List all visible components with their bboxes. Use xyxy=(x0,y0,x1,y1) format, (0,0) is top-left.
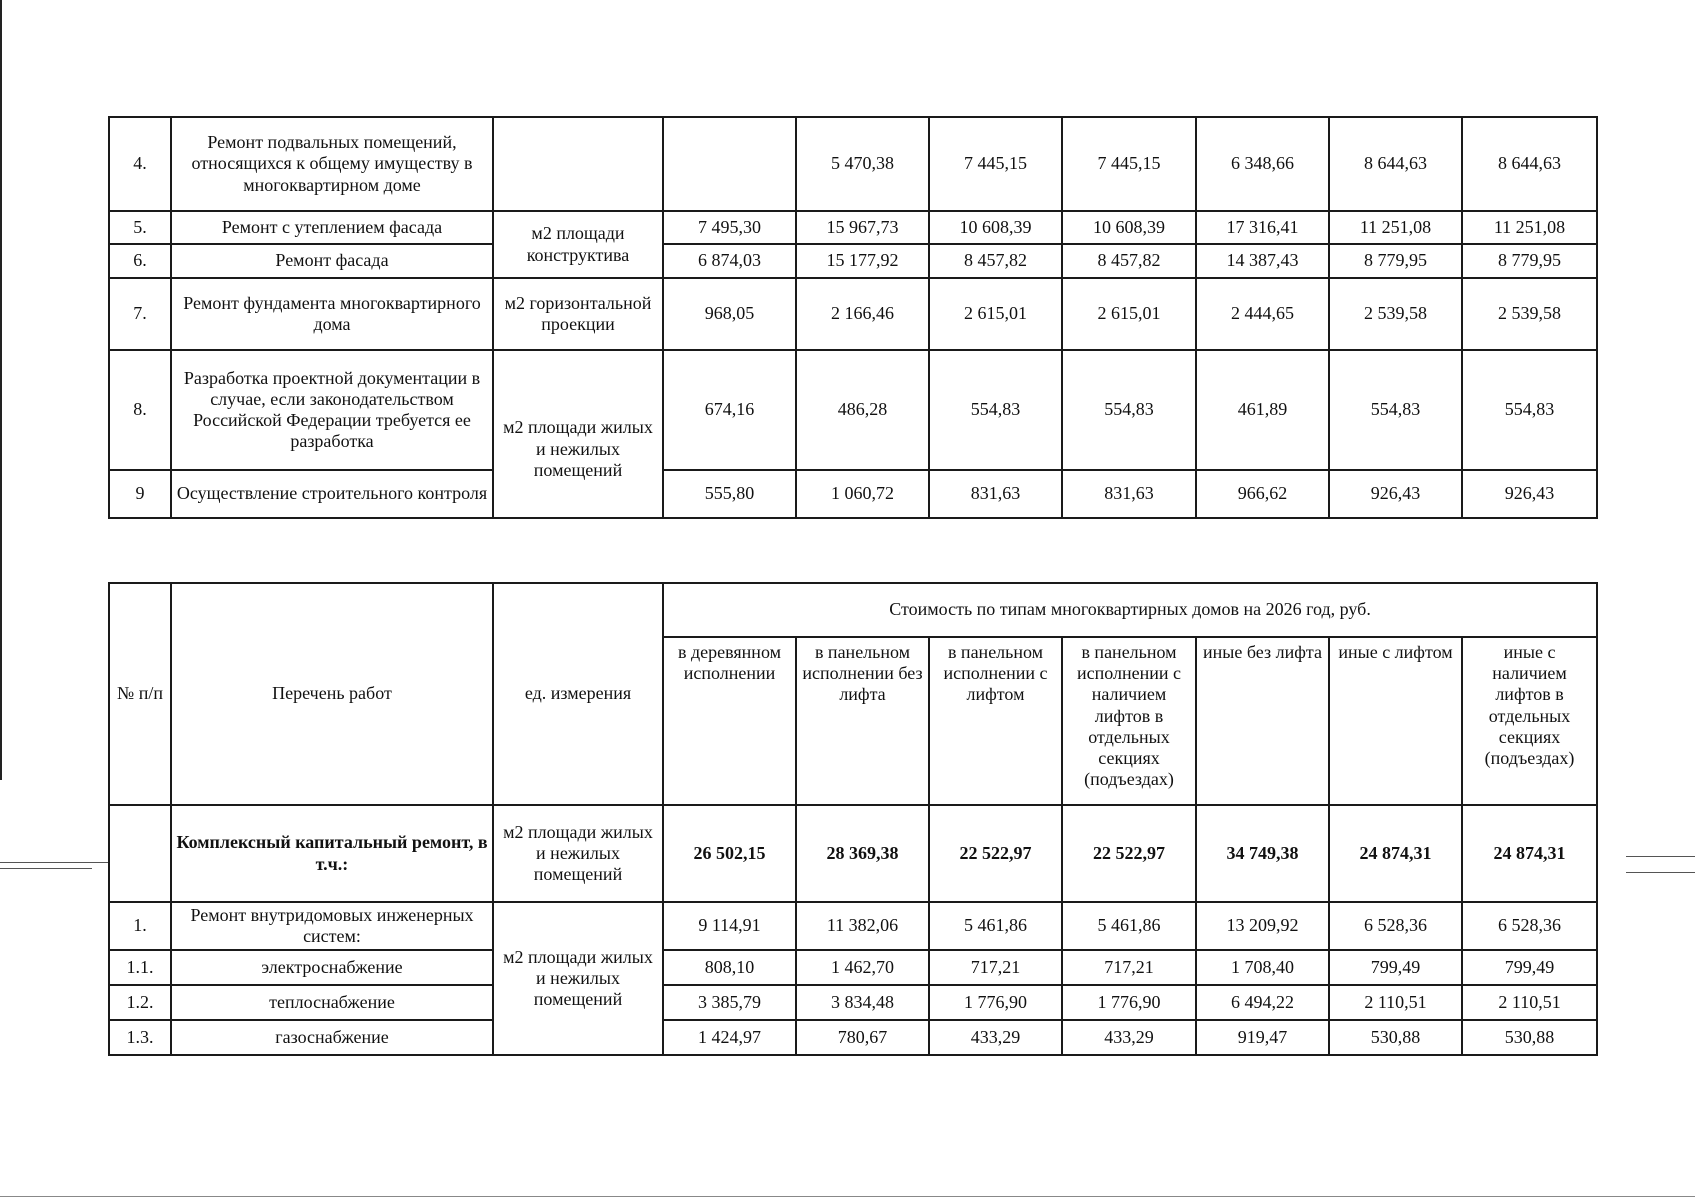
scan-mark-right xyxy=(1626,856,1695,857)
scan-mark-left xyxy=(0,862,108,863)
work-name: газоснабжение xyxy=(171,1020,493,1055)
value-cell: 2 110,51 xyxy=(1329,985,1462,1020)
value-cell: 831,63 xyxy=(929,470,1062,518)
cost-table-continued xyxy=(108,116,1598,519)
value-cell: 7 445,15 xyxy=(929,117,1062,211)
scan-mark-bottom xyxy=(0,1196,1695,1197)
value-cell: 1 060,72 xyxy=(796,470,929,518)
work-name: Ремонт внутридомовых инженерных систем: xyxy=(171,902,493,950)
table-row xyxy=(109,211,1597,244)
unit-cell: м2 площади жилых и нежилых помещений xyxy=(493,902,663,1055)
value-cell: 7 445,15 xyxy=(1062,117,1196,211)
value-cell: 6 528,36 xyxy=(1462,902,1597,950)
unit-cell: м2 площади жилых и нежилых помещений xyxy=(493,350,663,518)
value-cell: 8 644,63 xyxy=(1329,117,1462,211)
value-cell: 555,80 xyxy=(663,470,796,518)
value-cell: 5 461,86 xyxy=(1062,902,1196,950)
value-cell: 14 387,43 xyxy=(1196,244,1329,278)
value-cell: 28 369,38 xyxy=(796,805,929,902)
value-cell: 799,49 xyxy=(1329,950,1462,985)
value-cell: 5 470,38 xyxy=(796,117,929,211)
table-row xyxy=(109,350,1597,470)
row-number: 1.2. xyxy=(109,985,171,1020)
work-name: Ремонт с утеплением фасада xyxy=(171,211,493,244)
value-cell: 2 539,58 xyxy=(1462,278,1597,350)
value-cell: 831,63 xyxy=(1062,470,1196,518)
value-cell: 1 708,40 xyxy=(1196,950,1329,985)
scan-mark-right-2 xyxy=(1626,872,1695,873)
header-type: иные с наличием лифтов в отдельных секциях (подъездах) xyxy=(1462,637,1597,805)
header-type: в панельном исполнении без лифта xyxy=(796,637,929,805)
row-number: 5. xyxy=(109,211,171,244)
work-name: Ремонт фасада xyxy=(171,244,493,278)
value-cell: 968,05 xyxy=(663,278,796,350)
row-number: 4. xyxy=(109,117,171,211)
value-cell: 8 457,82 xyxy=(929,244,1062,278)
value-cell: 6 874,03 xyxy=(663,244,796,278)
table-row xyxy=(109,278,1597,350)
work-name: Осуществление строительного контроля xyxy=(171,470,493,518)
cost-table-2026 xyxy=(108,582,1598,1056)
value-cell: 2 615,01 xyxy=(1062,278,1196,350)
header-row xyxy=(109,583,1597,637)
value-cell: 554,83 xyxy=(1329,350,1462,470)
scan-left-edge xyxy=(0,0,2,780)
value-cell: 17 316,41 xyxy=(1196,211,1329,244)
value-cell: 717,21 xyxy=(1062,950,1196,985)
value-cell: 24 874,31 xyxy=(1329,805,1462,902)
value-cell: 2 444,65 xyxy=(1196,278,1329,350)
value-cell: 674,16 xyxy=(663,350,796,470)
value-cell: 6 528,36 xyxy=(1329,902,1462,950)
value-cell: 1 776,90 xyxy=(1062,985,1196,1020)
value-cell: 3 834,48 xyxy=(796,985,929,1020)
value-cell: 8 457,82 xyxy=(1062,244,1196,278)
row-number: 8. xyxy=(109,350,171,470)
row-number: 1. xyxy=(109,902,171,950)
work-name: электроснабжение xyxy=(171,950,493,985)
value-cell xyxy=(663,117,796,211)
header-type: в панельном исполнении с наличием лифтов в отдельных секциях (подъездах) xyxy=(1062,637,1196,805)
table-row xyxy=(109,470,1597,518)
value-cell: 24 874,31 xyxy=(1462,805,1597,902)
table-row xyxy=(109,950,1597,985)
value-cell: 8 779,95 xyxy=(1462,244,1597,278)
header-type: в панельном исполнении с лифтом xyxy=(929,637,1062,805)
value-cell: 926,43 xyxy=(1329,470,1462,518)
total-row xyxy=(109,805,1597,902)
row-number xyxy=(109,805,171,902)
value-cell: 1 776,90 xyxy=(929,985,1062,1020)
value-cell: 554,83 xyxy=(1462,350,1597,470)
value-cell: 6 494,22 xyxy=(1196,985,1329,1020)
unit-cell: м2 площади конструктива xyxy=(493,211,663,278)
value-cell: 11 251,08 xyxy=(1462,211,1597,244)
value-cell: 919,47 xyxy=(1196,1020,1329,1055)
scan-mark-left-2 xyxy=(0,868,92,869)
row-number: 7. xyxy=(109,278,171,350)
table-row xyxy=(109,1020,1597,1055)
value-cell: 1 462,70 xyxy=(796,950,929,985)
value-cell: 926,43 xyxy=(1462,470,1597,518)
header-type: иные с лифтом xyxy=(1329,637,1462,805)
work-name: Комплексный капитальный ремонт, в т.ч.: xyxy=(171,805,493,902)
table-row xyxy=(109,244,1597,278)
value-cell: 1 424,97 xyxy=(663,1020,796,1055)
value-cell: 13 209,92 xyxy=(1196,902,1329,950)
value-cell: 486,28 xyxy=(796,350,929,470)
value-cell: 6 348,66 xyxy=(1196,117,1329,211)
value-cell: 15 967,73 xyxy=(796,211,929,244)
row-number: 6. xyxy=(109,244,171,278)
value-cell: 433,29 xyxy=(1062,1020,1196,1055)
value-cell: 717,21 xyxy=(929,950,1062,985)
value-cell: 26 502,15 xyxy=(663,805,796,902)
unit-cell: м2 горизонтальной проекции xyxy=(493,278,663,350)
value-cell: 808,10 xyxy=(663,950,796,985)
value-cell: 8 644,63 xyxy=(1462,117,1597,211)
value-cell: 2 166,46 xyxy=(796,278,929,350)
value-cell: 5 461,86 xyxy=(929,902,1062,950)
table-row xyxy=(109,985,1597,1020)
row-number: 1.1. xyxy=(109,950,171,985)
value-cell: 780,67 xyxy=(796,1020,929,1055)
work-name: теплоснабжение xyxy=(171,985,493,1020)
value-cell: 10 608,39 xyxy=(1062,211,1196,244)
value-cell: 34 749,38 xyxy=(1196,805,1329,902)
value-cell: 554,83 xyxy=(1062,350,1196,470)
work-name: Ремонт подвальных помещений, относящихся к общему имуществу в многоквартирном доме xyxy=(171,117,493,211)
unit-cell xyxy=(493,117,663,211)
value-cell: 2 110,51 xyxy=(1462,985,1597,1020)
header-cost-title: Стоимость по типам многоквартирных домов на 2026 год, руб. xyxy=(663,583,1597,637)
table-row xyxy=(109,117,1597,211)
value-cell: 10 608,39 xyxy=(929,211,1062,244)
value-cell: 7 495,30 xyxy=(663,211,796,244)
value-cell: 3 385,79 xyxy=(663,985,796,1020)
value-cell: 433,29 xyxy=(929,1020,1062,1055)
value-cell: 554,83 xyxy=(929,350,1062,470)
value-cell: 2 615,01 xyxy=(929,278,1062,350)
value-cell: 799,49 xyxy=(1462,950,1597,985)
header-works: Перечень работ xyxy=(171,583,493,805)
value-cell: 966,62 xyxy=(1196,470,1329,518)
value-cell: 8 779,95 xyxy=(1329,244,1462,278)
header-type: в деревянном исполнении xyxy=(663,637,796,805)
value-cell: 22 522,97 xyxy=(1062,805,1196,902)
value-cell: 15 177,92 xyxy=(796,244,929,278)
header-type: иные без лифта xyxy=(1196,637,1329,805)
value-cell: 530,88 xyxy=(1329,1020,1462,1055)
unit-cell: м2 площади жилых и нежилых помещений xyxy=(493,805,663,902)
value-cell: 11 382,06 xyxy=(796,902,929,950)
work-name: Разработка проектной документации в случае, если законодательством Российской Федерации требуется ее разработка xyxy=(171,350,493,470)
value-cell: 22 522,97 xyxy=(929,805,1062,902)
value-cell: 9 114,91 xyxy=(663,902,796,950)
value-cell: 11 251,08 xyxy=(1329,211,1462,244)
value-cell: 2 539,58 xyxy=(1329,278,1462,350)
header-num: № п/п xyxy=(109,583,171,805)
header-unit: ед. измерения xyxy=(493,583,663,805)
table-row xyxy=(109,902,1597,950)
value-cell: 461,89 xyxy=(1196,350,1329,470)
row-number: 1.3. xyxy=(109,1020,171,1055)
work-name: Ремонт фундамента многоквартирного дома xyxy=(171,278,493,350)
row-number: 9 xyxy=(109,470,171,518)
value-cell: 530,88 xyxy=(1462,1020,1597,1055)
